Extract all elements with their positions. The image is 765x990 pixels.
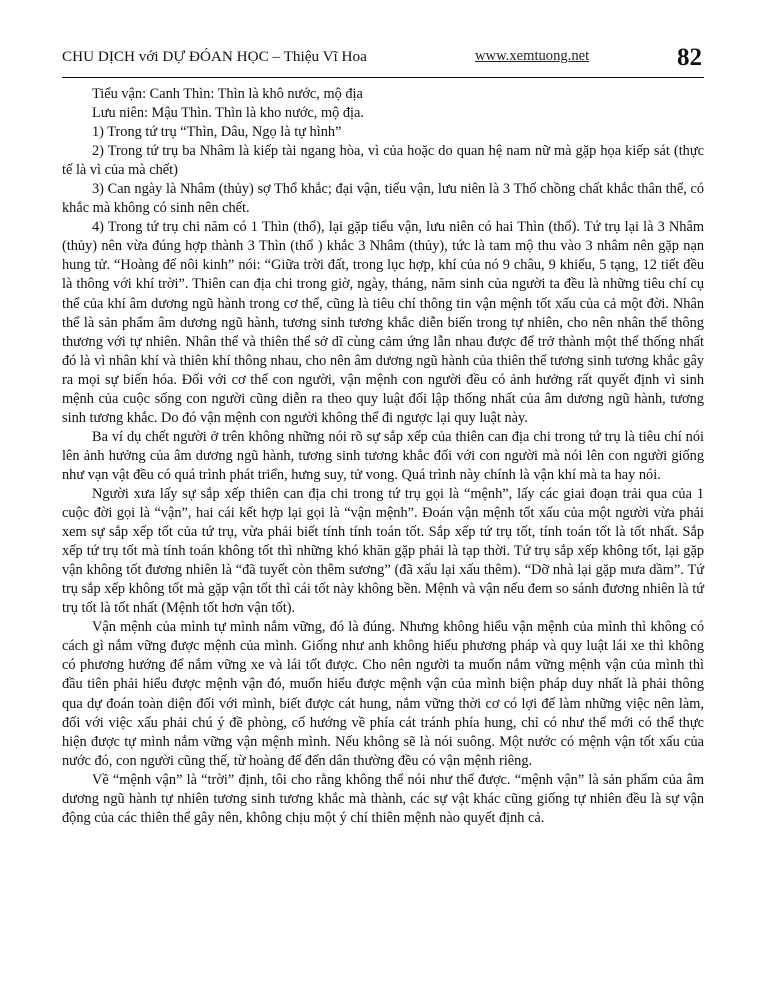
header-divider xyxy=(62,77,704,78)
page-header xyxy=(62,44,703,78)
page-number: 82 xyxy=(677,44,702,71)
website-link[interactable]: www.xemtuong.net xyxy=(475,48,590,64)
paragraph-examples: Ba ví dụ chết người ở trên không những nói rõ sự sắp xếp của thiên can địa chi trong tứ trụ là tiêu chí nói lên ảnh hưởng của âm dương ngũ hành, tương sinh tương khắc đối với con người mà nói lên con người giống như vạn vật đều có quá trình phát triển, hưng suy, tử vong. Quá trình này chính là vận khí mà ta hay nói. xyxy=(62,428,704,483)
paragraph-point-1: 1) Trong tứ trụ “Thìn, Dâu, Ngọ là tự hình” xyxy=(92,124,342,141)
page-body xyxy=(62,85,704,828)
paragraph-luu-nien: Lưu niên: Mậu Thìn. Thìn là kho nước, mộ địa. xyxy=(92,105,364,122)
paragraph-point-2: 2) Trong tứ trụ ba Nhâm là kiếp tài ngang hòa, vì của hoặc do quan hệ nam nữ mà gặp họa kiếp sát (thực tế là vì của mà chết) xyxy=(62,143,704,179)
paragraph-point-4: 4) Trong tứ trụ chi năm có 1 Thìn (thổ), lại gặp tiểu vận, lưu niên có hai Thìn (thổ). Tứ trụ lại là 3 Nhâm (thủy) nên vừa đúng hợp thành 3 Thìn (thổ ) khắc 3 Nhâm (thủy), tức là tam mộ thu vào 3 nhâm nên gặp nạn hung tử. “Hoàng đế nôi kinh” nói: “Giữa trời đất, trong lục hợp, khí của nó 9 châu, 9 khiếu, 5 tạng, 12 tiết đều là thông với khí trời”. Thiên can địa chi trong giờ, ngày, tháng, năm sinh của người ta đều là những tiêu chí cụ thể của khí âm dương ngũ hành trong cơ thể, cũng là tiêu chí thông tin vận mệnh tốt xấu của cả một đời. Nhân thể là sản phẩm âm dương ngũ hành, tương sinh tương khắc diễn biến trong tự nhiên, cho nên nhân thể thông thương với tự nhiên. Nhân thể và thiên thể sở dĩ cùng cảm ứng lẫn nhau được để trở thành một thể thống nhất đó là vì nhân khí và thiên khí thông nhau, cho nên âm dương ngũ hành của thiên thể tương sinh tương khắc gây ra mọi sự biến hóa. Đối với cơ thể con người, vận mệnh con người đều có ảnh hưởng rất quyết định vì sinh mệnh của cuộc sống con người cũng diễn ra theo quy luật đối lập thống nhất của âm dương ngũ hành, tương sinh tương khắc. Do đó vận mệnh con người không thể đi ngược lại quy luật này. xyxy=(62,219,704,426)
paragraph-menh-van-definition: Người xưa lấy sự sắp xếp thiên can địa chi trong tứ trụ gọi là “mệnh”, lấy các giai đoạn trải qua của 1 cuộc đời gọi là “vận”, hai cái kết hợp lại gọi là “vận mệnh”. Đoán vận mệnh tốt xấu của một người vừa phải xem sự sắp xếp tốt của tứ trụ, vừa phải biết tính tính toán tốt. Sắp xếp tứ trụ tốt, tính toán tốt là tốt nhất. Sắp xếp tứ trụ tốt mà tính toán không tốt thì những khó khăn gặp phải là tạp thời. Tứ trụ sắp xếp không tốt, lại gặp vận không tốt đương nhiên là “đã tuyết còn thêm sương” (đã xấu lại xấu thêm). “Dỡ nhà lại gặp mưa dầm”. Tứ trụ sắp xếp không tốt mà gặp vận tốt thì cái tốt này không bền. Mệnh và vận nếu đem so sánh đương nhiên là tứ trụ tốt là tốt nhất (Mệnh tốt hơn vận tốt). xyxy=(62,485,704,617)
book-title: CHU DỊCH với DỰ ĐÓAN HỌC – Thiệu Vĩ Hoa xyxy=(62,48,367,65)
paragraph-mastering-fate: Vận mệnh của mình tự mình nắm vững, đó là đúng. Nhưng không hiểu vận mệnh của mình thì không có cách gì nắm vững được mệnh của mình. Giống như anh không hiểu phương pháp và quy luật lái xe thì không có phương hướng để nắm vững xe và lái tốt được. Cho nên người ta muốn nắm vững mệnh vận của mình thì đầu tiên phải hiểu được mệnh vận đó, muốn hiểu được mệnh vận của mình biện pháp duy nhất là phải thông qua dự đoán toàn diện đối với mình, biết được cát hung, nắm vững thời cơ có lợi để làm những việc nên làm, đối với việc xấu phải chú ý đề phòng, cố hướng về phía cát tránh phía hung, chỉ có như thế mới có thể thực hiện được tự mình nắm vững vận mệnh mình. Nếu không sẽ là nói suông. Một nước có mệnh vận tốt xấu của nước đó, con người cũng thế, từ hoàng đế đến dân thường đều có vận mệnh riêng. xyxy=(62,619,704,769)
paragraph-heaven-fate: Về “mệnh vận” là “trời” định, tôi cho rằng không thể nói như thế được. “mệnh vận” là sản phẩm của âm dương ngũ hành tự nhiên tương sinh tương khắc mà thành, các sự vật khác cũng giống tự nhiên đều là sự vận động của các thiên thể gây nên, không chịu một ý chí thiên mệnh nào quyết định cả. xyxy=(62,771,704,826)
paragraph-point-3: 3) Can ngày là Nhâm (thủy) sợ Thổ khắc; đại vận, tiểu vận, lưu niên là 3 Thổ chồng chất khắc thân thể, có khắc mà không có sinh nên chết. xyxy=(62,181,704,217)
paragraph-tieu-van: Tiểu vận: Canh Thìn: Thìn là khô nước, mộ địa xyxy=(92,86,363,102)
